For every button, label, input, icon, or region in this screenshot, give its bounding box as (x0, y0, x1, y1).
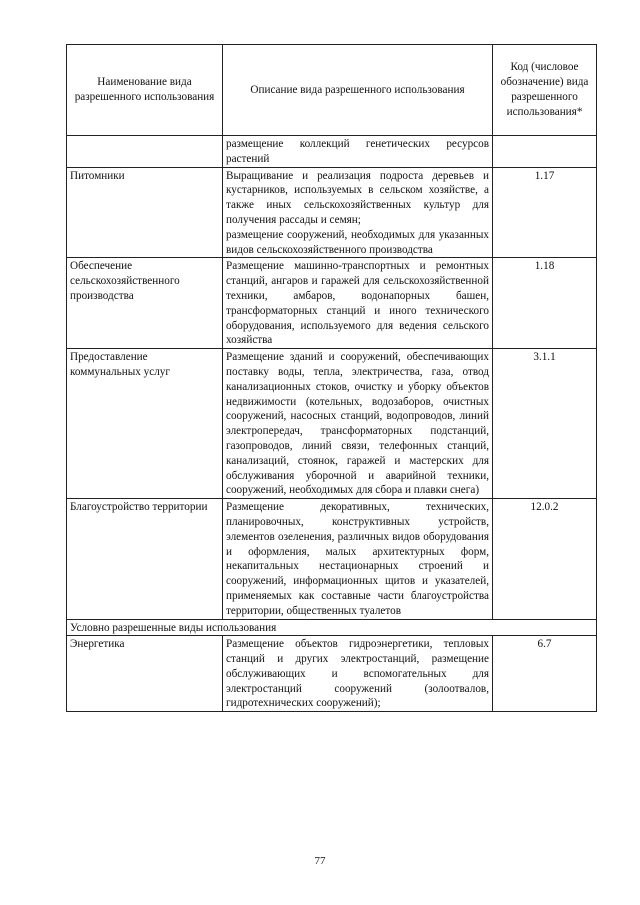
cell-code (493, 136, 597, 168)
header-code: Код (числовое обозначение) вида разрешенного использования* (493, 45, 597, 136)
cell-description: размещение коллекций генетических ресурсов растений (223, 136, 493, 168)
cell-code: 3.1.1 (493, 349, 597, 499)
table-row (67, 136, 597, 168)
section-row (67, 619, 597, 636)
description-paragraph: размещение сооружений, необходимых для указанных видов сельскохозяйственного производства (226, 228, 489, 256)
header-name: Наименование вида разрешенного использования (67, 45, 223, 136)
table-row (67, 499, 597, 619)
cell-name: Благоустройство территории (67, 499, 223, 619)
cell-name (67, 136, 223, 168)
cell-description (223, 167, 493, 258)
cell-description: Размещение машинно-транспортных и ремонтных станций, ангаров и гаражей для сельскохозяйственной техники, амбаров, водонапорных башен, трансформаторных станций и иного технического оборудования, используемого для ведения сельского хозяйства (223, 258, 493, 349)
cell-description: Размещение декоративных, технических, планировочных, конструктивных устройств, элементов озеленения, различных видов оборудования и оформления, малых архитектурных форм, некапитальных нестационарных строений и сооружений, информационных щитов и указателей, применяемых как составные части благоустройства территории, общественных туалетов (223, 499, 493, 619)
cell-name: Предоставление коммунальных услуг (67, 349, 223, 499)
description-paragraph: Выращивание и реализация подроста деревьев и кустарников, используемых в сельском хозяйстве, а также иных сельскохозяйственных культур для получения рассады и семян; (226, 169, 489, 226)
cell-name: Обеспечение сельскохозяйственного производства (67, 258, 223, 349)
table-row (67, 167, 597, 258)
cell-name: Питомники (67, 167, 223, 258)
cell-code: 12.0.2 (493, 499, 597, 619)
table-row (67, 636, 597, 712)
cell-name: Энергетика (67, 636, 223, 712)
section-heading: Условно разрешенные виды использования (67, 619, 597, 636)
cell-code: 1.18 (493, 258, 597, 349)
header-description: Описание вида разрешенного использования (223, 45, 493, 136)
page-number: 77 (314, 855, 326, 867)
cell-description: Размещение зданий и сооружений, обеспечивающих поставку воды, тепла, электричества, газа, отвод канализационных стоков, очистку и уборку объектов недвижимости (котельных, водозаборов, очистных сооружений, насосных станций, водопроводов, линий электропередач, трансформаторных подстанций, газопроводов, линий связи, телефонных станций, канализаций, стоянок, гаражей и мастерских для обслуживания уборочной и аварийной техники, сооружений, необходимых для сбора и плавки снега) (223, 349, 493, 499)
cell-code: 6.7 (493, 636, 597, 712)
table-row (67, 258, 597, 349)
cell-description: Размещение объектов гидроэнергетики, тепловых станций и других электростанций, размещение обслуживающих и вспомогательных для электростанций сооружений (золоотвалов, гидротехнических сооружений); (223, 636, 493, 712)
table-row (67, 349, 597, 499)
table-header-row (67, 45, 597, 136)
land-use-table (66, 44, 597, 712)
cell-code: 1.17 (493, 167, 597, 258)
